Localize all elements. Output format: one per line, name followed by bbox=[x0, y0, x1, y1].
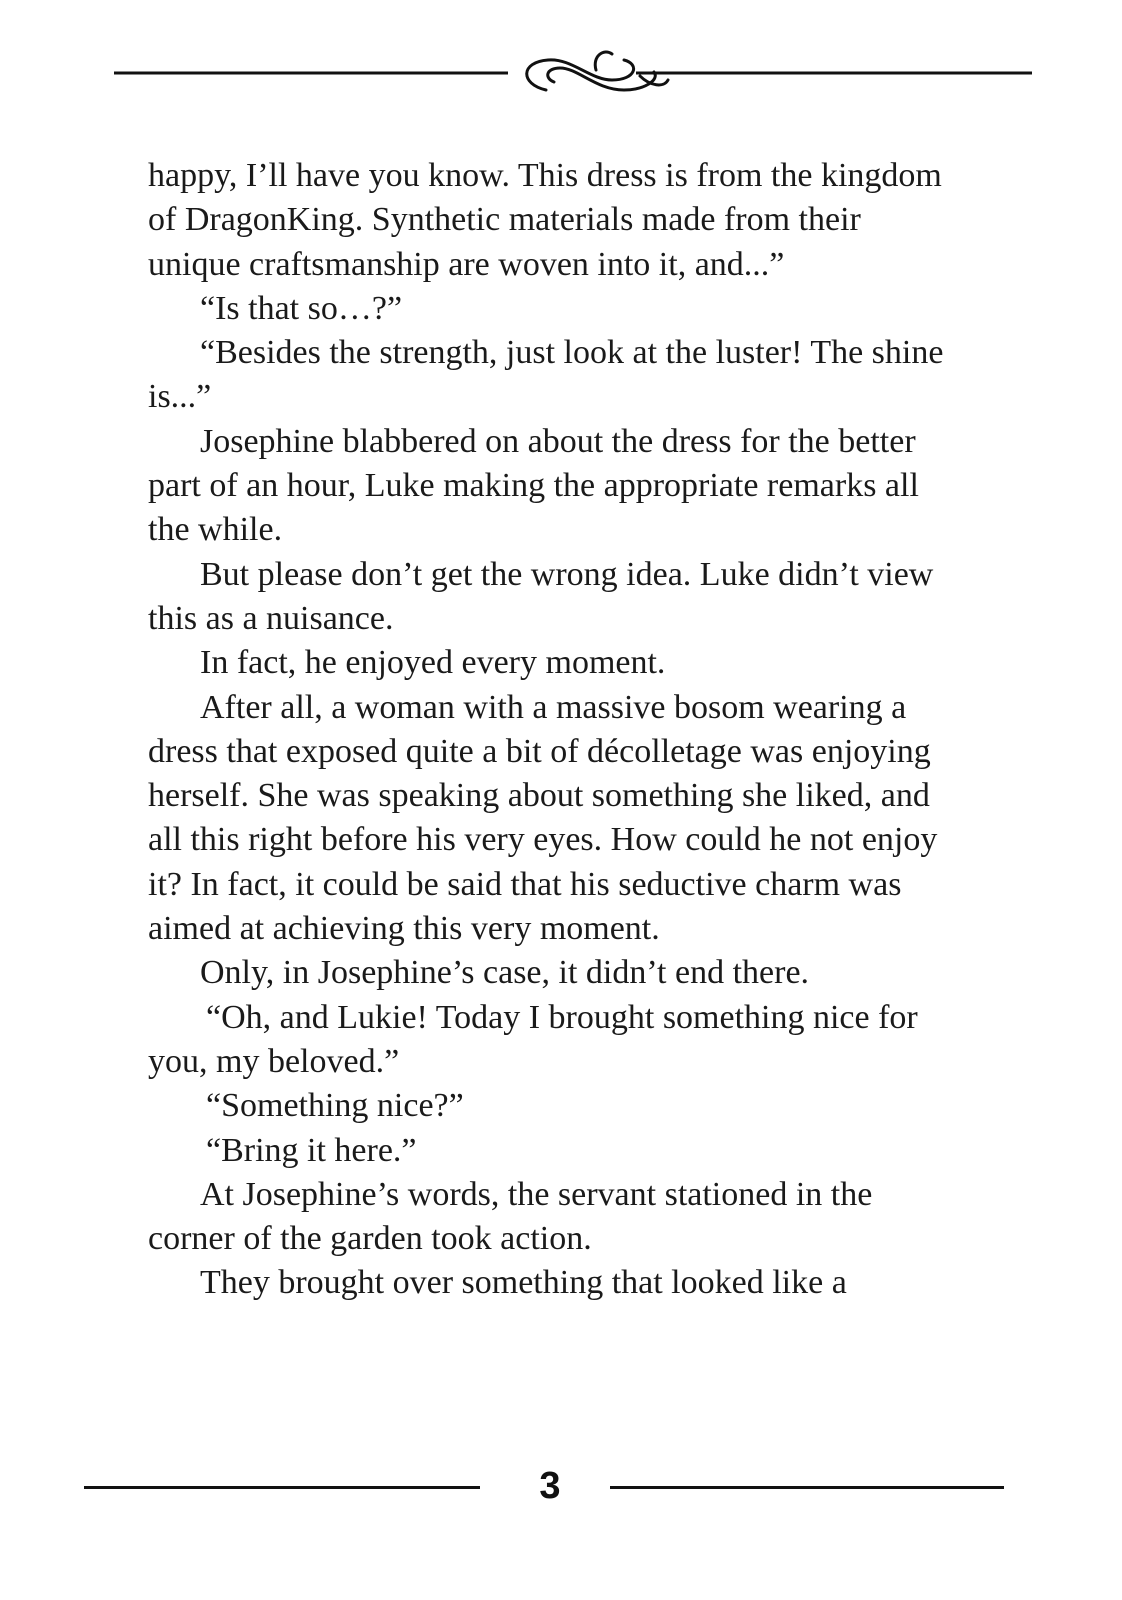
body-text bbox=[148, 154, 952, 1306]
paragraph: “Is that so…?” bbox=[200, 289, 403, 327]
footer-rule-left bbox=[84, 1486, 480, 1489]
paragraph: “Besides the strength, just look at the luster! The shine is...” bbox=[148, 334, 952, 416]
paragraph: Only, in Josephine’s case, it didn’t end there. bbox=[200, 954, 810, 992]
paragraph: “Bring it here.” bbox=[206, 1131, 417, 1169]
paragraph: happy, I’ll have you know. This dress is from the kingdom of DragonKing. Synthetic materials made from their unique craftsmanship are woven into it, and...” bbox=[148, 157, 951, 283]
page-footer bbox=[0, 1458, 1122, 1518]
paragraph: They brought over something that looked like a bbox=[200, 1264, 847, 1302]
paragraph: At Josephine’s words, the servant stationed in the corner of the garden took action. bbox=[148, 1175, 881, 1258]
paragraph: “Something nice?” bbox=[206, 1087, 464, 1125]
paragraph: “Oh, and Lukie! Today I brought something nice for you, my beloved.” bbox=[148, 998, 927, 1080]
paragraph: After all, a woman with a massive bosom wearing a dress that exposed quite a bit of décolletage was enjoying herself. She was speaking about something she liked, and all this right before his very eyes. How could he not enjoy it? In fact, it could be said that his seductive charm was aimed at achieving this very moment. bbox=[148, 688, 946, 948]
paragraph: But please don’t get the wrong idea. Luke didn’t view this as a nuisance. bbox=[148, 555, 942, 637]
page-number: 3 bbox=[539, 1465, 561, 1507]
paragraph: In fact, he enjoyed every moment. bbox=[200, 644, 666, 682]
paragraph: Josephine blabbered on about the dress for the better part of an hour, Luke making the appropriate remarks all the while. bbox=[148, 422, 928, 549]
header-flourish-icon bbox=[0, 36, 1122, 126]
footer-rule-right bbox=[610, 1486, 1004, 1489]
